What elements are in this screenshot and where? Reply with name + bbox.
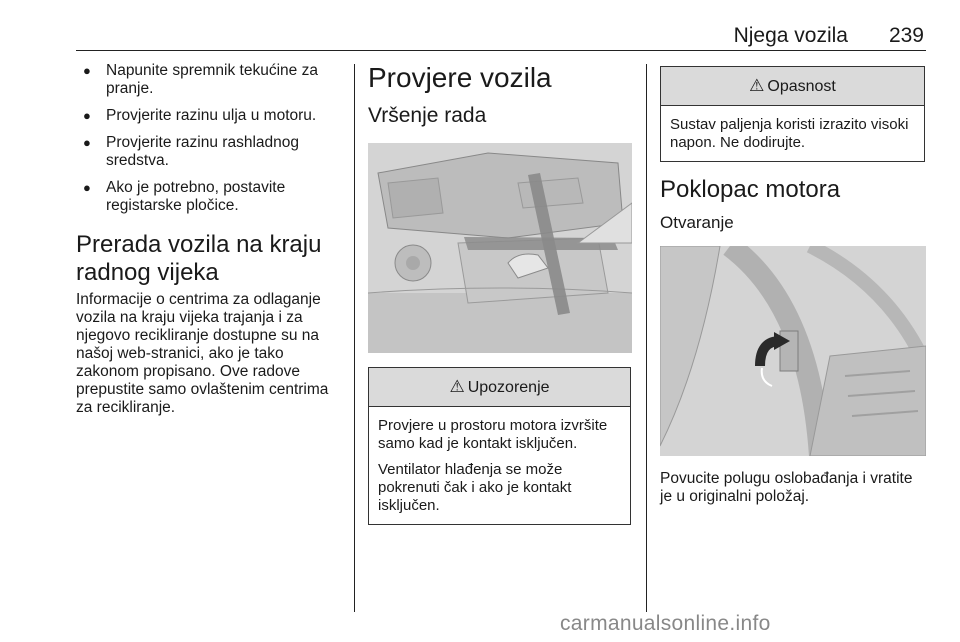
danger-box <box>660 66 925 162</box>
column-middle <box>368 62 632 525</box>
subsection-title: Vršenje rada <box>368 104 487 127</box>
list-item: ● Napunite spremnik tekućine za pranje. <box>76 62 340 98</box>
page-number: 239 <box>888 24 924 47</box>
section-heading: Prerada vozila na kraju radnog vijeka <box>76 231 322 286</box>
warning-text: Provjere u prostoru motora izvršite samo kad je kontakt isključen. <box>378 417 608 452</box>
section-title: Njega vozila <box>733 24 848 47</box>
list-item: ● Provjerite razinu ulja u motoru. <box>76 107 340 125</box>
danger-text: Sustav paljenja koristi izrazito visoki napon. Ne dodirujte. <box>670 116 909 151</box>
warning-box-header <box>369 368 630 407</box>
checklist <box>76 62 340 215</box>
engine-compartment-illustration <box>368 143 632 353</box>
warning-text: Ventilator hlađenja se može pokrenuti čak i ako je kontakt isključen. <box>378 461 572 514</box>
column-right <box>660 62 926 506</box>
danger-box-header <box>661 67 924 106</box>
page-header <box>76 0 926 51</box>
danger-box-body <box>661 106 924 161</box>
warning-box <box>368 367 631 525</box>
warning-triangle-icon: ⚠ <box>749 76 765 95</box>
warning-title: Upozorenje <box>467 379 550 396</box>
column-divider <box>646 64 647 612</box>
list-item: ● Provjerite razinu rashladnog sredstva. <box>76 134 340 170</box>
chapter-title: Provjere vozila <box>368 62 552 93</box>
list-item: ● Ako je potrebno, postavite registarske pločice. <box>76 179 340 215</box>
caption-text: Povucite polugu oslobađanja i vratite je u originalni položaj. <box>660 470 913 505</box>
section-heading: Poklopac motora <box>660 176 841 203</box>
watermark: carmanualsonline.info <box>560 612 771 635</box>
hood-release-drawing <box>660 246 926 456</box>
column-divider <box>354 64 355 612</box>
danger-title: Opasnost <box>767 78 836 95</box>
warning-triangle-icon: ⚠ <box>449 377 465 396</box>
engine-bay-drawing <box>368 143 632 353</box>
column-left <box>76 62 340 417</box>
subsection-heading: Otvaranje <box>660 213 734 232</box>
body-paragraph: Informacije o centrima za odlaganje vozila na kraju vijeka trajanja i za njegovo recikliranje dostupne su na našoj web-stranici, ako je tako zakonom propisano. Ove radove prepustite samo ovlaštenim centrima za recikliranje. <box>76 291 329 416</box>
hood-release-illustration <box>660 246 926 456</box>
warning-box-body <box>369 407 630 524</box>
